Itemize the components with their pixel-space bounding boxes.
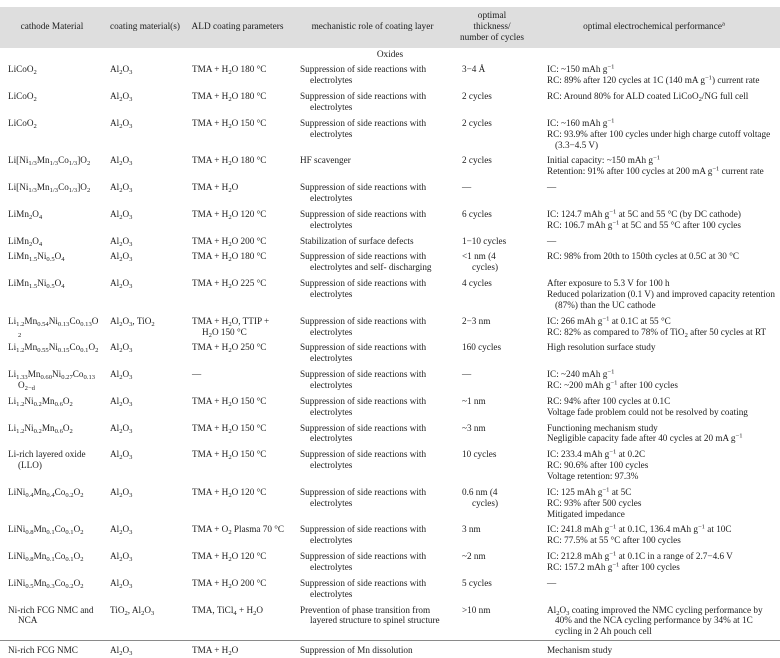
table-row	[0, 180, 780, 207]
cell-cathode-material: Ni-rich FCG NMC	[0, 640, 104, 658]
cell-coating-material: $Al_2O_3$	[110, 91, 133, 104]
cell-ald-parameters: TMA, TiCl$_4$ + $H_2O$	[192, 604, 264, 617]
cell-performance	[528, 249, 780, 276]
table-row	[0, 640, 780, 658]
performance-line: Functioning mechanism study	[547, 422, 658, 433]
cell-cathode-material: Li-rich layered oxide (LLO)	[8, 449, 86, 471]
performance-line: Mitigated impedance	[547, 508, 625, 519]
table-row	[0, 602, 780, 640]
cell-mechanistic-role: Suppression of side reactions with electrolytes	[300, 182, 427, 203]
cell-cathode-material: $LiNi_{0.4}Mn_{0.4}Co_{0.2}O_2$	[8, 486, 84, 499]
cell-performance	[528, 62, 780, 89]
cell-mechanistic-role: Suppression of side reactions with electrolytes	[300, 64, 427, 86]
cell-coating-material: $Al_2O_3$	[110, 551, 133, 564]
table-row	[0, 313, 780, 340]
cell-mechanistic-role: Suppression of side reactions with electrolytes	[300, 577, 427, 599]
header-row	[0, 7, 780, 48]
cell-coating-material: $Al_2O_3$	[110, 486, 133, 499]
cell-coating-material: $Al_2O_3$	[110, 369, 133, 382]
cell-ald-parameters: TMA + $H_2O$	[186, 640, 289, 658]
cell-mechanistic-role: Suppression of side reactions with electrolytes	[300, 422, 427, 444]
cell-mechanistic-role: Prevention of phase transition from layered structure to spinel structure	[300, 604, 440, 626]
cell-performance	[528, 522, 780, 549]
col-header-ald-parameters: ALD coating parameters	[186, 7, 289, 48]
table-row	[0, 62, 780, 89]
cell-mechanistic-role: Stabilization of surface defects	[300, 235, 414, 246]
cell-ald-parameters: TMA + $H_2O$ 200 °C	[192, 577, 267, 590]
performance-line: After exposure to 5.3 V for 100 h	[547, 278, 670, 289]
cell-optimal-thickness: 3 nm	[462, 524, 481, 535]
cell-mechanistic-role: Suppression of side reactions with electrolytes	[300, 315, 427, 337]
cell-ald-parameters: TMA + $H_2O$ 150 °C	[192, 422, 267, 435]
cell-ald-parameters: TMA + $H_2O$, TTIP + $H_2O$ 150 °C	[192, 315, 270, 339]
performance-line: RC: 90.6% after 100 cycles	[547, 460, 649, 471]
col-header-mechanistic-role: mechanistic role of coating layer	[289, 7, 456, 48]
performance-line: RC: 98% from 20th to 150th cycles at 0.5C at 30 °C	[547, 251, 739, 262]
cell-optimal-thickness	[456, 640, 528, 658]
cell-performance	[528, 484, 780, 522]
cell-ald-parameters: —	[192, 369, 202, 380]
cell-cathode-material: $Li[Ni_{1/3}Mn_{1/3}Co_{1/3}]O_2$	[8, 182, 91, 195]
cell-mechanistic-role: Suppression of side reactions with electrolytes	[300, 278, 427, 299]
cell-ald-parameters: TMA + $H_2O$	[192, 182, 239, 195]
cell-coating-material: $Al_2O_3$	[110, 278, 133, 291]
performance-line: Negligible capacity fade after 40 cycles at 20 mA $g^{-1}$	[547, 433, 743, 444]
cell-optimal-thickness: 2−3 nm	[462, 315, 491, 326]
cell-ald-parameters: TMA + $H_2O$ 225 °C	[192, 278, 267, 291]
cell-optimal-thickness: 2 cycles	[462, 117, 492, 128]
cell-mechanistic-role: Suppression of side reactions with electrolytes	[300, 449, 427, 471]
col-header-electrochemical-performance: optimal electrochemical performance$^a$	[528, 7, 780, 48]
table-header	[0, 7, 780, 48]
cell-mechanistic-role: Suppression of side reactions with electrolytes	[300, 208, 427, 230]
cell-ald-parameters: TMA + $H_2O$ 180 °C	[192, 64, 267, 77]
cell-optimal-thickness: 5 cycles	[462, 577, 492, 588]
cell-optimal-thickness: 4 cycles	[462, 278, 492, 289]
table-row	[0, 522, 780, 549]
cell-coating-material: $Al_2O_3$	[110, 577, 133, 590]
cell-coating-material: $Al_2O_3$	[104, 640, 186, 658]
cell-performance	[528, 602, 780, 640]
performance-line: RC: 89% after 120 cycles at 1C (140 mA $g^{-1}$) current rate	[547, 74, 760, 86]
performance-line: —	[547, 577, 557, 588]
performance-line: —	[547, 182, 557, 193]
cell-mechanistic-role: Suppression of side reactions with electrolytes	[300, 369, 427, 390]
cell-mechanistic-role: Suppression of side reactions with electrolytes	[300, 395, 427, 417]
performance-line: Mechanism study	[547, 644, 613, 655]
cell-ald-parameters: TMA + $H_2O$ 120 °C	[192, 551, 267, 564]
cell-performance	[528, 89, 780, 116]
performance-line: $Al_2O_3$ coating improved the NMC cycling performance by 40% and the NCA cycling performance by 34% at 1C cycling in 2 Ah pouch cell	[547, 604, 763, 637]
cell-performance	[528, 367, 780, 394]
cell-coating-material: $Al_2O_3$	[110, 117, 133, 130]
cell-coating-material: $Al_2O_3$	[110, 251, 133, 264]
cell-performance	[528, 153, 780, 180]
cell-mechanistic-role: Suppression of side reactions with electrolytes	[300, 117, 427, 139]
cell-cathode-material: $Li_{1.2}Ni_{0.2}Mn_{0.6}O_2$	[8, 395, 73, 408]
cell-cathode-material: Ni-rich FCG NMC and NCA	[8, 604, 94, 626]
cell-optimal-thickness: 3−4 Å	[462, 64, 486, 75]
performance-line: IC: 266 mAh $g^{-1}$ at 0.1C at 55 °C	[547, 315, 671, 326]
cell-coating-material: $Al_2O_3$	[110, 422, 133, 435]
cell-cathode-material: LiCoO$_2$	[8, 117, 37, 130]
cell-ald-parameters: TMA + $H_2O$ 180 °C	[192, 155, 267, 168]
cell-cathode-material: $LiNi_{0.8}Mn_{0.1}Co_{0.1}O_2$	[8, 524, 84, 537]
cell-cathode-material: $LiNi_{0.5}Mn_{0.3}Co_{0.2}O_2$	[8, 577, 84, 590]
cell-performance	[528, 549, 780, 576]
performance-line: —	[547, 235, 557, 246]
cell-mechanistic-role: Suppression of Mn dissolution	[289, 640, 456, 658]
performance-line: IC: 125 mAh $g^{-1}$ at 5C	[547, 486, 632, 497]
cell-ald-parameters: TMA + $H_2O$ 120 °C	[192, 486, 267, 499]
performance-line: Reduced polarization (0.1 V) and improved capacity retention (87%) than the UC cathode	[547, 288, 775, 310]
cell-cathode-material: $Li[Ni_{1/3}Mn_{1/3}Co_{1/3}]O_2$	[8, 155, 91, 168]
table-row	[0, 115, 780, 153]
cell-performance	[528, 447, 780, 485]
performance-line: IC: 233.4 mAh $g^{-1}$ at 0.2C	[547, 449, 646, 460]
performance-line: Voltage fade problem could not be resolved by coating	[547, 406, 748, 417]
col-header-optimal-thickness: optimal thickness/ number of cycles	[456, 7, 528, 48]
ald-cathode-coatings-table	[0, 7, 780, 658]
cell-cathode-material: $LiNi_{0.8}Mn_{0.1}Co_{0.1}O_2$	[8, 551, 84, 564]
performance-line: IC: 124.7 mAh $g^{-1}$ at 5C and 55 °C (by DC cathode)	[547, 208, 741, 219]
cell-optimal-thickness: >10 nm	[462, 604, 491, 615]
table-row	[0, 233, 780, 249]
table-row	[0, 484, 780, 522]
cell-cathode-material: $LiMn_2O_4$	[8, 208, 43, 221]
table-row	[0, 206, 780, 233]
cell-cathode-material: $LiMn_2O_4$	[8, 235, 43, 248]
cell-optimal-thickness: 0.6 nm (4 cycles)	[462, 486, 499, 508]
section-label: Oxides	[376, 49, 404, 60]
cell-performance	[528, 340, 780, 367]
cell-cathode-material: LiCoO$_2$	[8, 91, 37, 104]
cell-cathode-material: $Li_{1.33}Mn_{0.60}Ni_{0.27}Co_{0.13}O_{2-d}$	[8, 369, 96, 392]
cell-mechanistic-role: Suppression of side reactions with electrolytes	[300, 551, 427, 573]
cell-optimal-thickness: 160 cycles	[462, 342, 502, 353]
table-row	[0, 447, 780, 485]
performance-line: RC: 94% after 100 cycles at 0.1C	[547, 395, 671, 406]
cell-coating-material: $Al_2O_3$	[110, 235, 133, 248]
table-row	[0, 393, 780, 420]
performance-line: RC: ~200 mAh $g^{-1}$ after 100 cycles	[547, 379, 678, 390]
table-body	[0, 48, 780, 658]
cell-optimal-thickness: ~3 nm	[462, 422, 486, 433]
cell-coating-material: $Al_2O_3$	[110, 155, 133, 168]
cell-ald-parameters: TMA + $H_2O$ 200 °C	[192, 235, 267, 248]
performance-line: Retention: 91% after 100 cycles at 200 mA $g^{-1}$ current rate	[547, 165, 764, 177]
cell-mechanistic-role: Suppression of side reactions with electrolytes	[300, 342, 427, 364]
cell-ald-parameters: TMA + $O_2$ Plasma 70 °C	[192, 524, 285, 537]
table-row	[0, 420, 780, 447]
cell-performance	[528, 233, 780, 249]
performance-line: IC: ~160 mAh $g^{-1}$	[547, 117, 615, 128]
cell-mechanistic-role: Suppression of side reactions with electrolytes	[300, 486, 427, 508]
performance-line: RC: 93.9% after 100 cycles under high charge cutoff voltage (3.3−4.5 V)	[547, 128, 771, 150]
cell-optimal-thickness: 10 cycles	[462, 449, 497, 460]
section-row	[0, 48, 780, 62]
table-row	[0, 340, 780, 367]
cell-cathode-material: $Li_{1.2}Mn_{0.54}Ni_{0.13}Co_{0.13}O_2$	[8, 315, 99, 339]
table-row	[0, 249, 780, 276]
table-row	[0, 276, 780, 314]
cell-optimal-thickness: ~1 nm	[462, 395, 486, 406]
cell-coating-material: $Al_2O_3$	[110, 64, 133, 77]
cell-cathode-material: $Li_{1.2}Mn_{0.55}Ni_{0.15}Co_{0.1}O_2$	[8, 342, 99, 355]
performance-line: RC: 93% after 500 cycles	[547, 497, 642, 508]
cell-performance	[528, 115, 780, 153]
cell-coating-material: $Al_2O_3$	[110, 524, 133, 537]
cell-coating-material: $Al_2O_3$	[110, 208, 133, 221]
cell-performance	[528, 393, 780, 420]
cell-cathode-material: $LiMn_{1.5}Ni_{0.5}O_4$	[8, 278, 65, 291]
cell-optimal-thickness: 2 cycles	[462, 155, 492, 166]
cell-optimal-thickness: —	[462, 182, 472, 193]
cell-performance	[528, 575, 780, 602]
cell-performance	[528, 420, 780, 447]
cell-ald-parameters: TMA + $H_2O$ 150 °C	[192, 395, 267, 408]
col-header-coating-materials: coating material(s)	[104, 7, 186, 48]
performance-line: IC: 212.8 mAh $g^{-1}$ at 0.1C in a range of 2.7−4.6 V	[547, 550, 733, 562]
performance-line: Voltage retention: 97.3%	[547, 471, 639, 482]
cell-ald-parameters: TMA + $H_2O$ 150 °C	[192, 117, 267, 130]
cell-mechanistic-role: Suppression of side reactions with electrolytes	[300, 91, 427, 112]
performance-line: High resolution surface study	[547, 342, 656, 353]
cell-ald-parameters: TMA + $H_2O$ 120 °C	[192, 208, 267, 221]
performance-line: RC: 157.2 mAh $g^{-1}$ after 100 cycles	[547, 561, 680, 573]
cell-performance	[528, 640, 780, 658]
cell-performance	[528, 206, 780, 233]
table-row	[0, 549, 780, 576]
cell-optimal-thickness: 1−10 cycles	[462, 235, 507, 246]
cell-mechanistic-role: HF scavenger	[300, 155, 351, 166]
cell-performance	[528, 276, 780, 314]
cell-coating-material: $Al_2O_3$, TiO$_2$	[110, 315, 155, 328]
cell-coating-material: $Al_2O_3$	[110, 182, 133, 195]
table-row	[0, 575, 780, 602]
performance-line: IC: ~150 mAh $g^{-1}$	[547, 64, 615, 75]
performance-line: Initial capacity: ~150 mAh $g^{-1}$	[547, 155, 661, 166]
performance-line: RC: 77.5% at 55 °C after 100 cycles	[547, 535, 681, 546]
cell-coating-material: TiO$_2$, $Al_2O_3$	[110, 604, 155, 617]
cell-optimal-thickness: <1 nm (4 cycles)	[462, 251, 499, 273]
cell-cathode-material: $Li_{1.2}Ni_{0.2}Mn_{0.6}O_2$	[8, 422, 73, 435]
table-row	[0, 153, 780, 180]
cell-ald-parameters: TMA + $H_2O$ 180 °C	[192, 251, 267, 264]
cell-ald-parameters: TMA + $H_2O$ 180 °C	[192, 91, 267, 104]
performance-line: RC: Around 80% for ALD coated LiCoO$_2$/NG full cell	[547, 91, 749, 104]
cell-coating-material: $Al_2O_3$	[110, 342, 133, 355]
cell-ald-parameters: TMA + $H_2O$ 150 °C	[192, 449, 267, 462]
table-row	[0, 367, 780, 394]
cell-optimal-thickness: —	[462, 369, 472, 380]
cell-cathode-material: $LiMn_{1.5}Ni_{0.5}O_4$	[8, 251, 65, 264]
cell-cathode-material: LiCoO$_2$	[8, 64, 37, 77]
cell-optimal-thickness: ~2 nm	[462, 551, 486, 562]
col-header-cathode-material: cathode Material	[0, 7, 104, 48]
cell-performance	[528, 180, 780, 207]
cell-mechanistic-role: Suppression of side reactions with electrolytes and self- discharging	[300, 251, 432, 273]
performance-line: IC: ~240 mAh $g^{-1}$	[547, 368, 615, 380]
cell-coating-material: $Al_2O_3$	[110, 449, 133, 462]
cell-coating-material: $Al_2O_3$	[110, 395, 133, 408]
cell-optimal-thickness: 2 cycles	[462, 91, 492, 102]
cell-performance	[528, 313, 780, 340]
cell-mechanistic-role: Suppression of side reactions with electrolytes	[300, 524, 427, 546]
performance-line: RC: 82% as compared to 78% of TiO$_2$ after 50 cycles at RT	[547, 326, 767, 339]
cell-ald-parameters: TMA + $H_2O$ 250 °C	[192, 342, 267, 355]
performance-line: IC: 241.8 mAh $g^{-1}$ at 0.1C, 136.4 mAh $g^{-1}$ at 10C	[547, 524, 732, 535]
table-row	[0, 89, 780, 116]
cell-optimal-thickness: 6 cycles	[462, 208, 492, 219]
performance-line: RC: 106.7 mAh $g^{-1}$ at 5C and 55 °C after 100 cycles	[547, 219, 741, 230]
